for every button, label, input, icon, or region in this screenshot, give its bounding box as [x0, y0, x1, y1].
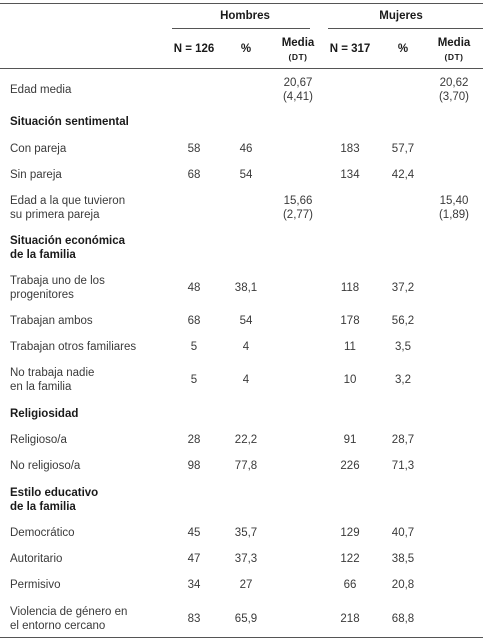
- row-label-sin-pareja: Sin pareja: [10, 169, 62, 181]
- col-header-men-pct: %: [240, 43, 252, 55]
- row-label-edad-pareja-1: Edad a la que tuvieron: [10, 195, 126, 207]
- table-bottom-rule: [0, 637, 483, 638]
- section-sentimental: Situación sentimental: [10, 116, 129, 128]
- women-pct-no-trabaja: 3,2: [395, 374, 411, 386]
- women-pct-no-religioso: 71,3: [391, 460, 415, 472]
- row-label-trabajan-otros: Trabajan otros familiares: [10, 341, 137, 353]
- men-n-autoritario: 47: [187, 553, 201, 565]
- women-n-autoritario: 122: [340, 553, 360, 565]
- women-pct-trabajan-ambos: 56,2: [391, 315, 415, 327]
- women-pct-permisivo: 20,8: [391, 579, 415, 591]
- col-header-women-pct: %: [397, 43, 409, 55]
- men-pct-con-pareja: 46: [239, 143, 253, 155]
- row-label-no-trabaja-1: No trabaja nadie: [10, 367, 95, 379]
- row-label-democratico: Democrático: [10, 527, 75, 539]
- women-n-con-pareja: 183: [340, 143, 360, 155]
- col-header-women-sd: (DT): [444, 52, 464, 62]
- women-n-no-religioso: 226: [340, 460, 360, 472]
- men-n-religioso: 28: [187, 434, 201, 446]
- men-n-no-religioso: 98: [187, 460, 201, 472]
- men-pct-democratico: 35,7: [234, 527, 258, 539]
- table-top-rule: [0, 3, 483, 4]
- men-pct-sin-pareja: 54: [239, 169, 253, 181]
- row-label-violencia-2: el entorno cercano: [10, 620, 106, 632]
- col-header-men-sd: (DT): [288, 52, 308, 62]
- men-n-violencia: 83: [187, 613, 201, 625]
- row-label-edad-media: Edad media: [10, 84, 72, 96]
- women-n-sin-pareja: 134: [340, 169, 360, 181]
- group-header-men: Hombres: [220, 10, 270, 22]
- women-pct-trabajan-otros: 3,5: [395, 341, 411, 353]
- section-economica-2: de la familia: [10, 249, 76, 261]
- women-pct-trabaja-uno: 37,2: [391, 282, 415, 294]
- row-label-no-trabaja-2: en la familia: [10, 381, 72, 393]
- section-estilo-2: de la familia: [10, 501, 76, 513]
- women-pct-sin-pareja: 42,4: [391, 169, 415, 181]
- men-pct-trabaja-uno: 38,1: [234, 282, 258, 294]
- men-n-trabajan-ambos: 68: [187, 315, 201, 327]
- row-label-autoritario: Autoritario: [10, 553, 63, 565]
- men-mean-edad-pareja: 15,66: [283, 195, 313, 207]
- row-label-violencia-1: Violencia de género en: [10, 606, 128, 618]
- section-religiosidad: Religiosidad: [10, 408, 79, 420]
- women-n-permisivo: 66: [343, 579, 357, 591]
- women-n-trabajan-ambos: 178: [340, 315, 360, 327]
- row-label-permisivo: Permisivo: [10, 579, 61, 591]
- row-label-no-religioso: No religioso/a: [10, 460, 81, 472]
- men-group-rule: [172, 28, 310, 29]
- col-header-women-n: N = 317: [329, 43, 371, 55]
- col-header-men-n: N = 126: [173, 43, 215, 55]
- women-pct-con-pareja: 57,7: [391, 143, 415, 155]
- col-header-men-mean: Media: [281, 37, 315, 49]
- row-label-trabaja-uno-2: progenitores: [10, 289, 74, 301]
- men-pct-violencia: 65,9: [234, 613, 258, 625]
- women-n-violencia: 218: [340, 613, 360, 625]
- men-sd-edad: (4,41): [282, 91, 314, 103]
- section-economica-1: Situación económica: [10, 235, 126, 247]
- men-n-permisivo: 34: [187, 579, 201, 591]
- men-pct-religioso: 22,2: [234, 434, 258, 446]
- women-pct-democratico: 40,7: [391, 527, 415, 539]
- women-pct-autoritario: 38,5: [391, 553, 415, 565]
- men-pct-trabajan-otros: 4: [242, 341, 250, 353]
- men-pct-autoritario: 37,3: [234, 553, 258, 565]
- men-pct-permisivo: 27: [239, 579, 253, 591]
- women-mean-edad-pareja: 15,40: [439, 195, 469, 207]
- women-pct-religioso: 28,7: [391, 434, 415, 446]
- row-label-edad-pareja-2: su primera pareja: [10, 209, 100, 221]
- women-n-trabajan-otros: 11: [344, 341, 356, 353]
- men-pct-no-religioso: 77,8: [234, 460, 258, 472]
- women-sd-edad: (3,70): [438, 91, 470, 103]
- women-pct-violencia: 68,8: [391, 613, 415, 625]
- women-n-trabaja-uno: 118: [340, 282, 360, 294]
- row-label-trabaja-uno-1: Trabaja uno de los: [10, 275, 105, 287]
- men-pct-no-trabaja: 4: [242, 374, 250, 386]
- women-n-no-trabaja: 10: [343, 374, 357, 386]
- women-n-democratico: 129: [340, 527, 360, 539]
- row-label-con-pareja: Con pareja: [10, 143, 67, 155]
- men-n-sin-pareja: 68: [187, 169, 201, 181]
- women-group-rule: [328, 28, 483, 29]
- men-pct-trabajan-ambos: 54: [239, 315, 253, 327]
- women-mean-edad: 20,62: [439, 77, 469, 89]
- row-label-trabajan-ambos: Trabajan ambos: [10, 315, 93, 327]
- group-header-women: Mujeres: [379, 10, 423, 22]
- men-n-democratico: 45: [187, 527, 201, 539]
- men-mean-edad: 20,67: [283, 77, 313, 89]
- men-n-trabajan-otros: 5: [190, 341, 198, 353]
- men-sd-edad-pareja: (2,77): [282, 209, 314, 221]
- col-header-women-mean: Media: [437, 37, 471, 49]
- section-estilo-1: Estilo educativo: [10, 487, 99, 499]
- row-label-religioso: Religioso/a: [10, 434, 67, 446]
- men-n-con-pareja: 58: [187, 143, 201, 155]
- women-n-religioso: 91: [343, 434, 357, 446]
- header-bottom-rule: [0, 68, 483, 69]
- men-n-no-trabaja: 5: [190, 374, 198, 386]
- women-sd-edad-pareja: (1,89): [438, 209, 470, 221]
- men-n-trabaja-uno: 48: [187, 282, 201, 294]
